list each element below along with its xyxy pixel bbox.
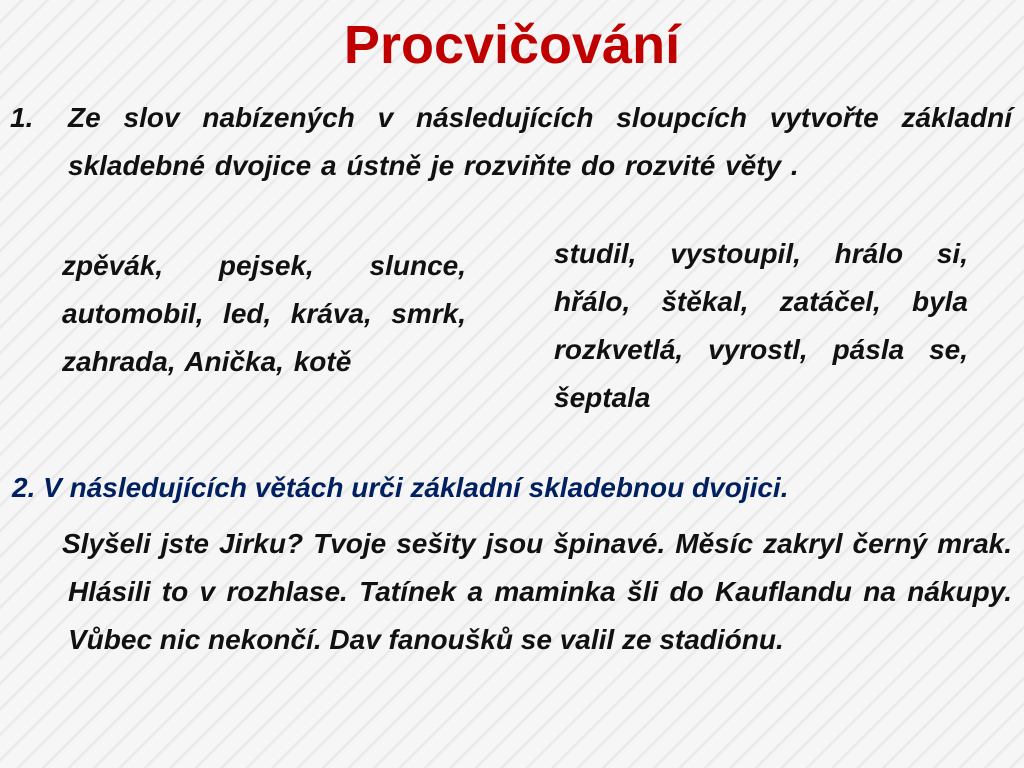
slide-title: Procvičování [343, 15, 681, 75]
task2-instruction: 2. V následujících větách urči základní skladebnou dvojici. [12, 472, 789, 503]
nouns-column: zpěvák, pejsek, slunce, automobil, led, kráva, smrk, zahrada, Anička, kotě [62, 250, 466, 377]
task1-number: 1. [10, 102, 34, 133]
task2-sentences: Slyšeli jste Jirku? Tvoje sešity jsou špinavé. Měsíc zakryl černý mrak. Hlásili to v rozhlase. Tatínek a maminka šli do Kauflandu na nákupy. Vůbec nic nekončí. Dav fanoušků se valil ze stadiónu. [62, 528, 1012, 655]
task1-instruction: Ze slov nabízených v následujících sloupcích vytvořte základní skladebné dvojice a ústně je rozviňte do rozvité věty . [68, 102, 1012, 181]
verbs-column: studil, vystoupil, hrálo si, hřálo, štěkal, zatáčel, byla rozkvetlá, vyrostl, pásla se, šeptala [554, 238, 968, 413]
